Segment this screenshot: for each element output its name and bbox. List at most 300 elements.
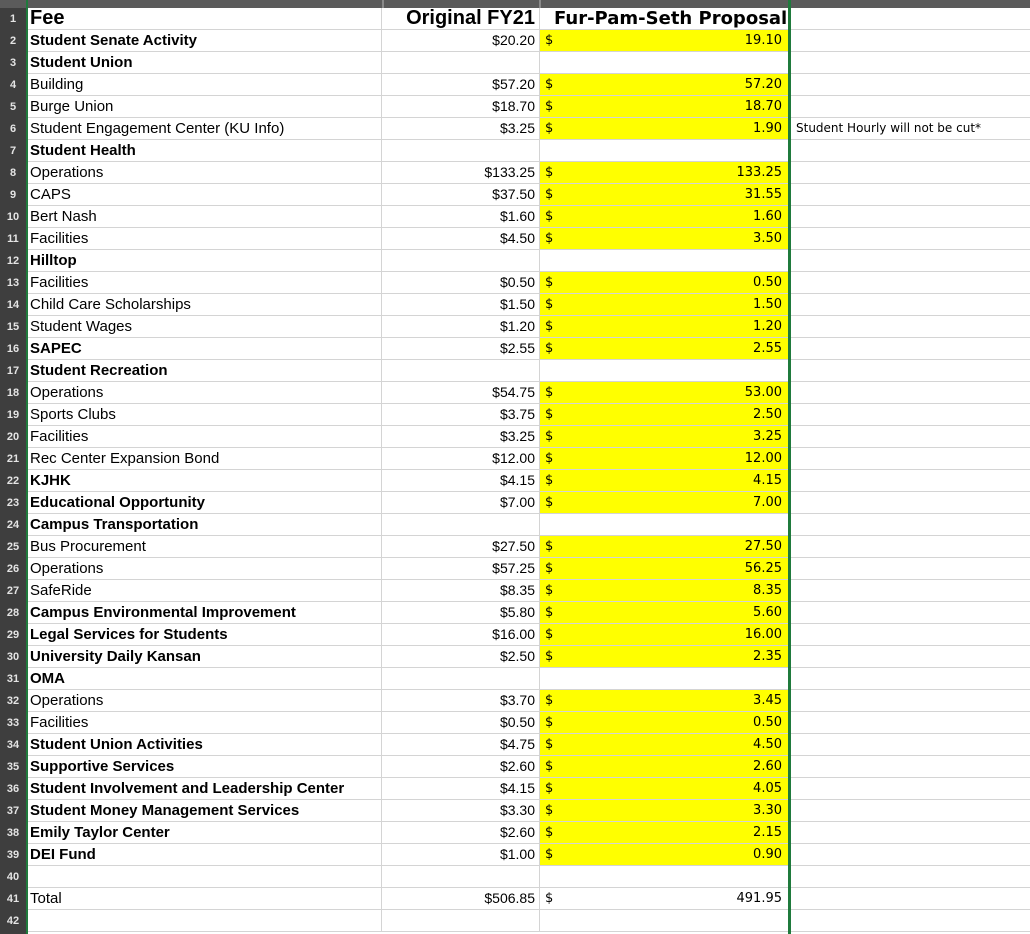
original-cell[interactable]: $3.25 xyxy=(382,118,540,139)
proposal-cell[interactable] xyxy=(540,228,788,249)
proposal-cell[interactable] xyxy=(540,536,788,557)
table-row xyxy=(26,294,1030,316)
table-row xyxy=(26,910,1030,932)
fee-cell[interactable]: Student Union xyxy=(26,52,382,73)
proposal-cell[interactable] xyxy=(540,426,788,447)
row-number[interactable]: 38 xyxy=(6,827,20,839)
original-cell[interactable]: $1.50 xyxy=(382,294,540,315)
row-number[interactable]: 20 xyxy=(6,431,20,443)
fee-cell[interactable]: Student Health xyxy=(26,140,382,161)
currency-symbol: $ xyxy=(545,627,554,642)
row-number[interactable]: 27 xyxy=(6,585,20,597)
table-row xyxy=(26,140,1030,162)
row-number[interactable]: 40 xyxy=(6,871,20,883)
proposal-cell[interactable] xyxy=(540,206,788,227)
currency-symbol: $ xyxy=(545,209,554,224)
column-separator[interactable] xyxy=(539,0,541,8)
currency-symbol: $ xyxy=(545,583,554,598)
fee-cell[interactable]: Student Involvement and Leadership Center xyxy=(26,778,382,799)
fee-cell[interactable]: Student Recreation xyxy=(26,360,382,381)
note-cell[interactable] xyxy=(790,140,1030,161)
original-cell[interactable] xyxy=(382,514,540,535)
fee-cell[interactable]: Operations xyxy=(26,690,382,711)
fee-cell[interactable]: Campus Environmental Improvement xyxy=(26,602,382,623)
original-cell[interactable]: $0.50 xyxy=(382,272,540,293)
proposal-cell[interactable] xyxy=(540,734,788,755)
row-number[interactable]: 6 xyxy=(9,123,17,135)
table-row xyxy=(26,844,1030,866)
fee-cell[interactable]: Campus Transportation xyxy=(26,514,382,535)
note-cell[interactable] xyxy=(790,800,1030,821)
original-cell[interactable]: $3.70 xyxy=(382,690,540,711)
column-separator[interactable] xyxy=(382,0,384,8)
table-row xyxy=(26,756,1030,778)
fee-cell[interactable]: Bus Procurement xyxy=(26,536,382,557)
fee-cell[interactable]: University Daily Kansan xyxy=(26,646,382,667)
proposal-amount: 3.30 xyxy=(753,803,782,818)
proposal-amount: 4.15 xyxy=(753,473,782,488)
frozen-pane-divider xyxy=(788,0,791,934)
note-cell[interactable] xyxy=(790,668,1030,689)
original-cell[interactable]: $4.15 xyxy=(382,778,540,799)
note-cell[interactable] xyxy=(790,74,1030,95)
table-row xyxy=(26,800,1030,822)
note-cell[interactable] xyxy=(790,536,1030,557)
note-cell[interactable] xyxy=(790,96,1030,117)
proposal-cell[interactable] xyxy=(540,140,788,161)
row-number[interactable]: 3 xyxy=(9,57,17,69)
row-number[interactable]: 34 xyxy=(6,739,20,751)
table-row xyxy=(26,118,1030,140)
proposal-amount: 4.05 xyxy=(753,781,782,796)
note-cell[interactable]: Student Hourly will not be cut* xyxy=(796,121,982,135)
table-row xyxy=(26,734,1030,756)
original-cell[interactable]: $4.75 xyxy=(382,734,540,755)
note-cell[interactable] xyxy=(790,382,1030,403)
proposal-cell[interactable] xyxy=(540,668,788,689)
proposal-amount: 1.20 xyxy=(753,319,782,334)
proposal-amount: 18.70 xyxy=(744,99,782,114)
note-cell[interactable] xyxy=(790,184,1030,205)
table-row xyxy=(26,668,1030,690)
proposal-cell[interactable] xyxy=(540,492,788,513)
note-cell[interactable] xyxy=(790,690,1030,711)
note-cell[interactable] xyxy=(790,580,1030,601)
proposal-cell[interactable] xyxy=(540,624,788,645)
proposal-amount: 1.60 xyxy=(753,209,782,224)
fee-cell[interactable]: Child Care Scholarships xyxy=(26,294,382,315)
original-cell[interactable]: $4.15 xyxy=(382,470,540,491)
fee-cell[interactable]: Student Wages xyxy=(26,316,382,337)
original-cell[interactable] xyxy=(382,250,540,271)
table-row xyxy=(26,646,1030,668)
fee-cell[interactable]: Building xyxy=(26,74,382,95)
original-cell[interactable]: $37.50 xyxy=(382,184,540,205)
currency-symbol: $ xyxy=(545,187,554,202)
proposal-cell[interactable] xyxy=(540,844,788,865)
currency-symbol: $ xyxy=(545,319,554,334)
proposal-cell[interactable] xyxy=(540,800,788,821)
original-cell[interactable]: $3.25 xyxy=(382,426,540,447)
currency-symbol: $ xyxy=(545,737,554,752)
table-row xyxy=(26,96,1030,118)
currency-symbol: $ xyxy=(545,803,554,818)
row-number[interactable]: 30 xyxy=(6,651,20,663)
table-row xyxy=(26,602,1030,624)
row-number[interactable]: 7 xyxy=(9,145,17,157)
table-row xyxy=(26,404,1030,426)
note-cell[interactable] xyxy=(790,404,1030,425)
currency-symbol: $ xyxy=(545,825,554,840)
proposal-amount: 2.55 xyxy=(753,341,782,356)
original-cell[interactable]: $18.70 xyxy=(382,96,540,117)
row-number[interactable]: 29 xyxy=(6,629,20,641)
note-cell[interactable] xyxy=(790,470,1030,491)
currency-symbol: $ xyxy=(545,847,554,862)
row-number[interactable]: 22 xyxy=(6,475,20,487)
proposal-cell[interactable] xyxy=(540,756,788,777)
table-row xyxy=(26,448,1030,470)
row-number[interactable]: 24 xyxy=(6,519,20,531)
note-cell[interactable] xyxy=(790,778,1030,799)
proposal-amount: 3.45 xyxy=(753,693,782,708)
fee-cell[interactable]: Legal Services for Students xyxy=(26,624,382,645)
currency-symbol: $ xyxy=(545,715,554,730)
currency-symbol: $ xyxy=(545,165,554,180)
row-number[interactable]: 39 xyxy=(6,849,20,861)
currency-symbol: $ xyxy=(545,451,554,466)
proposal-cell[interactable] xyxy=(540,888,788,909)
fee-cell[interactable]: KJHK xyxy=(26,470,382,491)
fee-cell[interactable]: Operations xyxy=(26,162,382,183)
row-number[interactable]: 35 xyxy=(6,761,20,773)
proposal-cell[interactable] xyxy=(540,448,788,469)
original-cell[interactable]: $2.50 xyxy=(382,646,540,667)
table-row xyxy=(26,690,1030,712)
original-cell[interactable]: $5.80 xyxy=(382,602,540,623)
row-number[interactable]: 21 xyxy=(6,453,20,465)
note-cell[interactable] xyxy=(790,712,1030,733)
proposal-amount: 5.60 xyxy=(753,605,782,620)
currency-symbol: $ xyxy=(545,891,554,906)
original-cell[interactable]: $2.60 xyxy=(382,822,540,843)
fee-cell[interactable]: Facilities xyxy=(26,272,382,293)
proposal-amount: 2.35 xyxy=(753,649,782,664)
row-number[interactable]: 11 xyxy=(7,233,19,245)
note-cell[interactable] xyxy=(790,448,1030,469)
proposal-amount: 133.25 xyxy=(736,165,782,180)
proposal-amount: 56.25 xyxy=(744,561,782,576)
fee-cell[interactable]: OMA xyxy=(26,668,382,689)
row-number[interactable]: 17 xyxy=(6,365,20,377)
table-row xyxy=(26,338,1030,360)
table-row xyxy=(26,52,1030,74)
proposal-cell[interactable] xyxy=(540,602,788,623)
fee-cell[interactable]: Student Money Management Services xyxy=(26,800,382,821)
fee-cell[interactable]: Total xyxy=(26,888,382,909)
proposal-amount: 27.50 xyxy=(744,539,782,554)
note-cell[interactable] xyxy=(790,602,1030,623)
note-cell[interactable] xyxy=(790,844,1030,865)
proposal-cell[interactable] xyxy=(540,316,788,337)
table-row xyxy=(26,558,1030,580)
fee-cell[interactable]: Educational Opportunity xyxy=(26,492,382,513)
proposal-amount: 491.95 xyxy=(736,891,782,906)
row-number[interactable]: 13 xyxy=(6,277,20,289)
original-cell[interactable]: $1.00 xyxy=(382,844,540,865)
row-number[interactable]: 14 xyxy=(6,299,20,311)
original-column-header[interactable]: Original FY21 xyxy=(382,8,540,29)
note-cell[interactable] xyxy=(790,866,1030,887)
original-cell[interactable]: $3.30 xyxy=(382,800,540,821)
proposal-amount: 4.50 xyxy=(753,737,782,752)
original-cell[interactable]: $1.20 xyxy=(382,316,540,337)
table-row xyxy=(26,360,1030,382)
proposal-amount: 16.00 xyxy=(744,627,782,642)
row-number[interactable]: 8 xyxy=(9,167,17,179)
row-number[interactable]: 23 xyxy=(6,497,20,509)
currency-symbol: $ xyxy=(545,297,554,312)
original-cell[interactable]: $1.60 xyxy=(382,206,540,227)
table-row xyxy=(26,382,1030,404)
proposal-amount: 2.60 xyxy=(753,759,782,774)
table-row xyxy=(26,492,1030,514)
proposal-cell[interactable] xyxy=(540,470,788,491)
row-number[interactable]: 2 xyxy=(9,35,17,47)
row-number[interactable]: 12 xyxy=(6,255,20,267)
note-cell[interactable] xyxy=(790,756,1030,777)
proposal-cell[interactable] xyxy=(540,30,788,51)
currency-symbol: $ xyxy=(545,407,554,422)
fee-cell[interactable]: Student Senate Activity xyxy=(26,30,382,51)
table-row xyxy=(26,162,1030,184)
proposal-cell[interactable] xyxy=(540,778,788,799)
fee-cell[interactable]: Operations xyxy=(26,382,382,403)
fee-cell[interactable] xyxy=(26,910,382,931)
fee-cell[interactable]: SafeRide xyxy=(26,580,382,601)
fee-cell[interactable]: Burge Union xyxy=(26,96,382,117)
row-number[interactable]: 37 xyxy=(6,805,20,817)
proposal-cell[interactable] xyxy=(540,910,788,931)
fee-cell[interactable] xyxy=(26,866,382,887)
currency-symbol: $ xyxy=(545,99,554,114)
fee-cell[interactable]: Hilltop xyxy=(26,250,382,271)
original-cell[interactable] xyxy=(382,52,540,73)
fee-cell[interactable]: DEI Fund xyxy=(26,844,382,865)
proposal-cell[interactable] xyxy=(540,580,788,601)
row-number[interactable]: 9 xyxy=(9,189,17,201)
row-number[interactable]: 41 xyxy=(6,893,20,905)
proposal-cell[interactable] xyxy=(540,514,788,535)
note-cell[interactable] xyxy=(790,888,1030,909)
proposal-cell[interactable] xyxy=(540,712,788,733)
fee-cell[interactable]: Rec Center Expansion Bond xyxy=(26,448,382,469)
fee-cell[interactable]: Supportive Services xyxy=(26,756,382,777)
proposal-cell[interactable] xyxy=(540,866,788,887)
fee-cell[interactable]: Bert Nash xyxy=(26,206,382,227)
proposal-cell[interactable] xyxy=(540,360,788,381)
currency-symbol: $ xyxy=(545,385,554,400)
original-cell[interactable]: $8.35 xyxy=(382,580,540,601)
original-cell[interactable]: $0.50 xyxy=(382,712,540,733)
proposal-cell[interactable] xyxy=(540,184,788,205)
fee-column-header[interactable]: Fee xyxy=(26,8,382,29)
fee-cell[interactable]: CAPS xyxy=(26,184,382,205)
proposal-cell[interactable] xyxy=(540,690,788,711)
currency-symbol: $ xyxy=(545,759,554,774)
proposal-cell[interactable] xyxy=(540,294,788,315)
original-cell[interactable]: $57.20 xyxy=(382,74,540,95)
note-cell[interactable] xyxy=(790,294,1030,315)
original-cell[interactable]: $506.85 xyxy=(382,888,540,909)
table-row xyxy=(26,316,1030,338)
currency-symbol: $ xyxy=(545,121,554,136)
note-cell[interactable] xyxy=(790,30,1030,51)
original-cell[interactable]: $2.60 xyxy=(382,756,540,777)
row-number[interactable]: 28 xyxy=(6,607,20,619)
original-cell[interactable] xyxy=(382,866,540,887)
row-header-column[interactable] xyxy=(0,8,26,934)
proposal-cell[interactable] xyxy=(540,250,788,271)
table-row xyxy=(26,30,1030,52)
row-number[interactable]: 42 xyxy=(6,915,20,927)
proposal-amount: 7.00 xyxy=(753,495,782,510)
proposal-cell[interactable] xyxy=(540,404,788,425)
spreadsheet-grid[interactable] xyxy=(26,8,1030,934)
note-cell[interactable] xyxy=(790,52,1030,73)
fee-cell[interactable]: Emily Taylor Center xyxy=(26,822,382,843)
fee-cell[interactable]: Facilities xyxy=(26,426,382,447)
fee-cell[interactable]: Sports Clubs xyxy=(26,404,382,425)
note-cell[interactable] xyxy=(790,558,1030,579)
table-row xyxy=(26,272,1030,294)
original-cell[interactable]: $2.55 xyxy=(382,338,540,359)
row-number[interactable]: 1 xyxy=(9,13,17,25)
proposal-amount: 53.00 xyxy=(744,385,782,400)
original-cell[interactable]: $12.00 xyxy=(382,448,540,469)
proposal-cell[interactable] xyxy=(540,382,788,403)
proposal-column-header[interactable]: Fur-Pam-Seth Proposal xyxy=(554,8,788,29)
original-cell[interactable] xyxy=(382,140,540,161)
table-row xyxy=(26,74,1030,96)
row-number[interactable]: 33 xyxy=(6,717,20,729)
original-cell[interactable]: $133.25 xyxy=(382,162,540,183)
proposal-amount: 3.50 xyxy=(753,231,782,246)
proposal-cell[interactable] xyxy=(540,272,788,293)
row-number[interactable]: 10 xyxy=(6,211,20,223)
currency-symbol: $ xyxy=(545,275,554,290)
currency-symbol: $ xyxy=(545,473,554,488)
original-cell[interactable]: $4.50 xyxy=(382,228,540,249)
table-row xyxy=(26,778,1030,800)
note-cell[interactable] xyxy=(790,162,1030,183)
note-cell[interactable] xyxy=(790,624,1030,645)
table-row xyxy=(26,470,1030,492)
note-cell[interactable] xyxy=(790,910,1030,931)
original-cell[interactable]: $20.20 xyxy=(382,30,540,51)
proposal-amount: 0.50 xyxy=(753,715,782,730)
proposal-cell[interactable] xyxy=(540,558,788,579)
row-number[interactable]: 4 xyxy=(9,79,17,91)
currency-symbol: $ xyxy=(545,77,554,92)
original-cell[interactable]: $16.00 xyxy=(382,624,540,645)
proposal-cell[interactable] xyxy=(540,52,788,73)
proposal-amount: 2.15 xyxy=(753,825,782,840)
table-row xyxy=(26,514,1030,536)
fee-cell[interactable]: SAPEC xyxy=(26,338,382,359)
note-cell[interactable] xyxy=(790,272,1030,293)
currency-symbol: $ xyxy=(545,539,554,554)
proposal-cell[interactable] xyxy=(540,338,788,359)
row-number[interactable]: 19 xyxy=(6,409,20,421)
original-cell[interactable]: $27.50 xyxy=(382,536,540,557)
original-cell[interactable]: $3.75 xyxy=(382,404,540,425)
proposal-amount: 1.90 xyxy=(753,121,782,136)
note-cell[interactable] xyxy=(790,8,1030,29)
note-cell[interactable] xyxy=(790,492,1030,513)
currency-symbol: $ xyxy=(545,495,554,510)
currency-symbol: $ xyxy=(545,649,554,664)
currency-symbol: $ xyxy=(545,781,554,796)
note-cell[interactable] xyxy=(790,514,1030,535)
row-number[interactable]: 5 xyxy=(9,101,17,113)
proposal-cell[interactable] xyxy=(540,646,788,667)
row-number[interactable]: 26 xyxy=(6,563,20,575)
proposal-cell[interactable] xyxy=(540,118,788,139)
note-cell[interactable] xyxy=(790,646,1030,667)
proposal-cell[interactable] xyxy=(540,822,788,843)
row-number[interactable]: 36 xyxy=(6,783,20,795)
note-cell[interactable] xyxy=(790,822,1030,843)
proposal-amount: 8.35 xyxy=(753,583,782,598)
fee-cell[interactable]: Facilities xyxy=(26,228,382,249)
row-number[interactable]: 16 xyxy=(6,343,20,355)
row-number[interactable]: 15 xyxy=(6,321,20,333)
proposal-cell[interactable] xyxy=(540,96,788,117)
currency-symbol: $ xyxy=(545,231,554,246)
note-cell[interactable] xyxy=(790,250,1030,271)
original-cell[interactable]: $7.00 xyxy=(382,492,540,513)
note-cell[interactable] xyxy=(790,206,1030,227)
note-cell[interactable] xyxy=(790,426,1030,447)
proposal-cell[interactable] xyxy=(540,162,788,183)
original-cell[interactable]: $54.75 xyxy=(382,382,540,403)
fee-cell[interactable]: Operations xyxy=(26,558,382,579)
note-cell[interactable] xyxy=(790,228,1030,249)
fee-cell[interactable]: Student Engagement Center (KU Info) xyxy=(26,118,382,139)
note-cell[interactable] xyxy=(790,360,1030,381)
row-number[interactable]: 31 xyxy=(6,673,20,685)
original-cell[interactable]: $57.25 xyxy=(382,558,540,579)
proposal-amount: 1.50 xyxy=(753,297,782,312)
proposal-amount: 12.00 xyxy=(744,451,782,466)
currency-symbol: $ xyxy=(545,33,554,48)
proposal-amount: 0.90 xyxy=(753,847,782,862)
original-cell[interactable] xyxy=(382,668,540,689)
table-row xyxy=(26,712,1030,734)
original-cell[interactable] xyxy=(382,910,540,931)
fee-cell[interactable]: Student Union Activities xyxy=(26,734,382,755)
row-number[interactable]: 32 xyxy=(6,695,20,707)
fee-cell[interactable]: Facilities xyxy=(26,712,382,733)
note-cell[interactable] xyxy=(790,734,1030,755)
proposal-cell[interactable] xyxy=(540,74,788,95)
row-number[interactable]: 18 xyxy=(6,387,20,399)
original-cell[interactable] xyxy=(382,360,540,381)
note-cell[interactable] xyxy=(790,316,1030,337)
note-cell[interactable] xyxy=(790,338,1030,359)
row-number[interactable]: 25 xyxy=(6,541,20,553)
